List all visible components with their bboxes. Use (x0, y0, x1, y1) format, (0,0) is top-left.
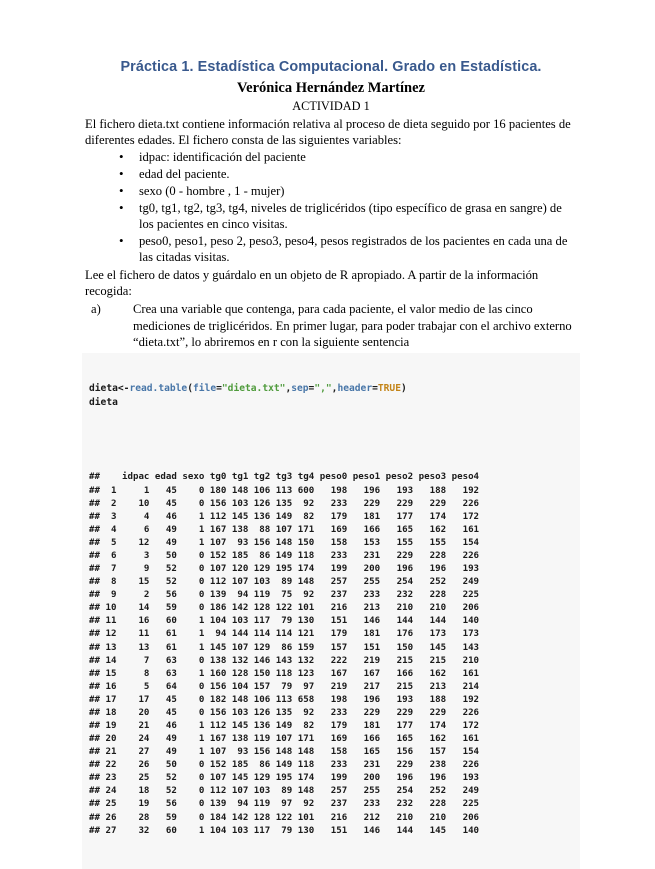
output-data-row: ## 17 17 45 0 182 148 106 113 658 198 196 193 188 192 (89, 694, 480, 705)
instruction-paragraph: Lee el fichero de datos y guárdalo en un objeto de R apropiado. A partir de la información recogida: (85, 267, 539, 298)
output-data-row: ## 24 18 52 0 112 107 103 89 148 257 255 254 252 249 (89, 786, 480, 797)
output-data-row: ## 23 25 52 0 107 145 129 195 174 199 200 196 196 193 (89, 773, 480, 784)
output-data-row: ## 18 20 45 0 156 103 126 135 92 233 229 229 229 226 (89, 707, 480, 718)
output-data-row: ## 10 14 59 0 186 142 128 122 101 216 213 210 210 206 (89, 603, 480, 614)
code-token-const: TRUE (377, 382, 401, 394)
variable-list-item-label: edad del paciente. (139, 166, 230, 181)
variable-list-item (85, 150, 577, 166)
variable-list-item (85, 234, 577, 266)
output-data-row: ## 15 8 63 1 160 128 150 118 123 167 167 166 162 161 (89, 668, 480, 679)
code-token-arg: file (193, 382, 217, 394)
output-data-row: ## 25 19 56 0 139 94 119 97 92 237 233 232 228 225 (89, 799, 480, 810)
output-data-row: ## 21 27 49 1 107 93 156 148 148 158 165 156 157 154 (89, 747, 480, 758)
output-data-row: ## 6 3 50 0 152 185 86 149 118 233 231 229 228 226 (89, 550, 480, 561)
output-data-row: ## 26 28 59 0 184 142 128 122 101 216 212 210 210 206 (89, 812, 480, 823)
code-token-op: , (331, 382, 338, 394)
code-token-op: = (216, 382, 222, 394)
output-data-row: ## 2 10 45 0 156 103 126 135 92 233 229 229 229 226 (89, 498, 480, 509)
output-data-row: ## 1 1 45 0 180 148 106 113 600 198 196 193 188 192 (89, 485, 480, 496)
variable-list-item-label: idpac: identificación del paciente (139, 149, 306, 164)
variable-list-item-label: tg0, tg1, tg2, tg3, tg4, niveles de triglicéridos (tipo específico de grasa en sangre) de los pacientes en cinco visitas. (139, 200, 562, 231)
code-token-arg: header (337, 382, 373, 394)
output-data-row: ## 13 13 61 1 145 107 129 86 159 157 151 150 145 143 (89, 642, 480, 653)
code-gap (89, 435, 574, 445)
output-data-row: ## 27 32 60 1 104 103 117 79 130 151 146 144 145 140 (89, 825, 480, 836)
code-token-op: dieta (89, 396, 118, 408)
code-token-op: ( (187, 382, 193, 394)
task-list-item (85, 301, 577, 349)
bullet-icon: • (119, 199, 124, 215)
output-data-row: ## 12 11 61 1 94 144 114 114 121 179 181 176 173 173 (89, 629, 480, 640)
output-header-row: ## idpac edad sexo tg0 tg1 tg2 tg3 tg4 peso0 peso1 peso2 peso3 peso4 (89, 472, 480, 483)
code-token-arg: sep (291, 382, 309, 394)
code-token-str: "," (314, 382, 332, 394)
output-data-row: ## 22 26 50 0 152 185 86 149 118 233 231 229 238 226 (89, 760, 480, 771)
code-line (89, 382, 574, 396)
task-list-marker: a) (91, 302, 101, 317)
task-list (85, 301, 577, 349)
code-token-op: <- (117, 382, 130, 394)
output-data-row: ## 20 24 49 1 167 138 119 107 171 169 166 165 162 161 (89, 734, 480, 745)
output-data-row: ## 19 21 46 1 112 145 136 149 82 179 181 177 174 172 (89, 720, 480, 731)
variable-list-item-label: peso0, peso1, peso 2, peso3, peso4, pesos registrados de los pacientes en cada una de las citadas visitas. (139, 233, 568, 264)
code-token-op: = (308, 382, 315, 394)
variable-list-item-label: sexo (0 - hombre , 1 - mujer) (139, 183, 285, 198)
output-data-row: ## 8 15 52 0 112 107 103 89 148 257 255 254 252 249 (89, 577, 480, 588)
task-list-text: Crea una variable que contenga, para cada paciente, el valor medio de las cinco mediciones de triglicéridos. En primer lugar, para poder trabajar con el archivo externo “dieta.txt”, lo abriremos en r con la siguiente sentencia (133, 302, 572, 349)
output-data-row: ## 11 16 60 1 104 103 117 79 130 151 146 144 144 140 (89, 616, 480, 627)
document-author: Verónica Hernández Martínez (237, 80, 425, 96)
output-data-row: ## 3 4 46 1 112 145 136 149 82 179 181 177 174 172 (89, 511, 480, 522)
bullet-icon: • (119, 232, 124, 248)
code-token-op: ) (400, 382, 407, 394)
code-input-lines (89, 382, 574, 409)
variable-list (85, 150, 577, 266)
bullet-icon: • (119, 148, 124, 164)
code-token-op: , (285, 382, 292, 394)
code-token-str: "dieta.txt" (221, 382, 286, 394)
code-token-op: = (372, 382, 378, 394)
output-data-row: ## 5 12 49 1 107 93 156 148 150 158 153 155 155 154 (89, 537, 480, 548)
output-data-row: ## 7 9 52 0 107 120 129 195 174 199 200 196 196 193 (89, 564, 480, 575)
r-code-block (82, 353, 580, 869)
variable-list-item (85, 201, 577, 233)
output-data-row: ## 16 5 64 0 156 104 157 79 97 219 217 215 213 214 (89, 681, 480, 692)
page-title: Práctica 1. Estadística Computacional. Grado en Estadística. (120, 59, 542, 75)
variable-list-item (85, 184, 577, 200)
output-data-row: ## 4 6 49 1 167 138 88 107 171 169 166 165 162 161 (89, 524, 480, 535)
output-data-row: ## 9 2 56 0 139 94 119 75 92 237 233 232 228 225 (89, 590, 480, 601)
code-output (89, 471, 574, 837)
code-token-op: dieta (89, 382, 118, 394)
document-subtitle: ACTIVIDAD 1 (292, 99, 370, 114)
code-token-fn: read.table (129, 382, 188, 394)
intro-paragraph: El fichero dieta.txt contiene información relativa al proceso de dieta seguido por 16 pacientes de diferentes edades. El fichero consta de las siguientes variables: (85, 117, 571, 147)
code-line (89, 396, 574, 410)
output-data-row: ## 14 7 63 0 138 132 146 143 132 222 219 215 215 210 (89, 655, 480, 666)
variable-list-item (85, 167, 577, 183)
bullet-icon: • (119, 182, 124, 198)
bullet-icon: • (119, 165, 124, 181)
